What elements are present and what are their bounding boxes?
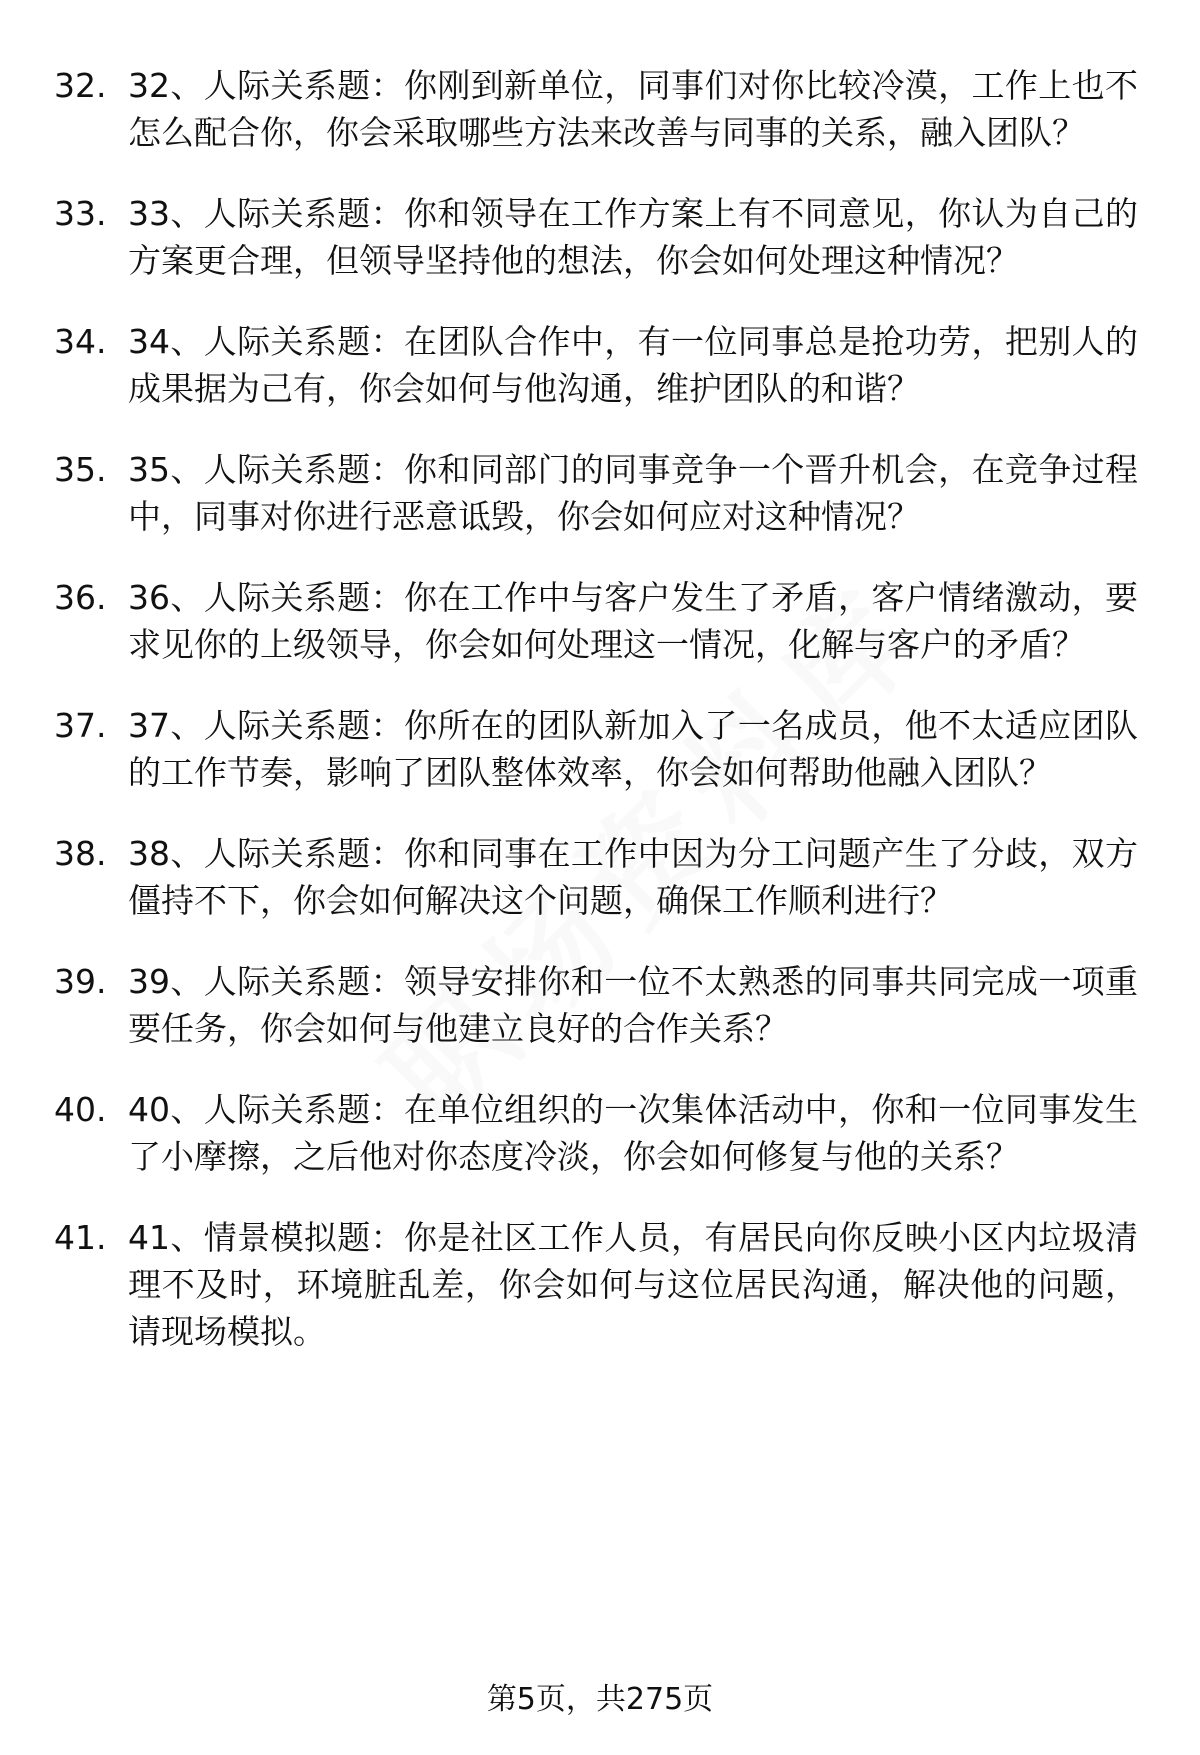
list-item <box>54 190 1154 284</box>
question-number: 34. <box>54 322 107 361</box>
list-item <box>54 830 1154 924</box>
question-number: 41. <box>54 1218 107 1257</box>
question-text: 39、人际关系题：领导安排你和一位不太熟悉的同事共同完成一项重要任务，你会如何与他建立良好的合作关系？ <box>128 962 1138 1048</box>
list-item <box>54 1086 1154 1180</box>
list-item <box>54 446 1154 540</box>
question-number: 38. <box>54 834 107 873</box>
list-item <box>54 318 1154 412</box>
question-text: 37、人际关系题：你所在的团队新加入了一名成员，他不太适应团队的工作节奏，影响了团队整体效率，你会如何帮助他融入团队？ <box>128 706 1138 792</box>
question-number: 33. <box>54 194 107 233</box>
question-text: 38、人际关系题：你和同事在工作中因为分工问题产生了分歧，双方僵持不下，你会如何解决这个问题，确保工作顺利进行？ <box>128 834 1138 920</box>
list-item <box>54 702 1154 796</box>
question-number: 39. <box>54 962 107 1001</box>
list-item <box>54 62 1154 156</box>
question-number: 37. <box>54 706 107 745</box>
question-list <box>54 62 1154 1389</box>
question-text: 36、人际关系题：你在工作中与客户发生了矛盾，客户情绪激动，要求见你的上级领导，你会如何处理这一情况，化解与客户的矛盾？ <box>128 578 1138 664</box>
question-text: 32、人际关系题：你刚到新单位，同事们对你比较冷漠，工作上也不怎么配合你，你会采取哪些方法来改善与同事的关系，融入团队？ <box>128 66 1138 152</box>
question-text: 34、人际关系题：在团队合作中，有一位同事总是抢功劳，把别人的成果据为己有，你会如何与他沟通，维护团队的和谐？ <box>128 322 1138 408</box>
question-text: 33、人际关系题：你和领导在工作方案上有不同意见，你认为自己的方案更合理，但领导坚持他的想法，你会如何处理这种情况？ <box>128 194 1138 280</box>
list-item <box>54 574 1154 668</box>
question-text: 40、人际关系题：在单位组织的一次集体活动中，你和一位同事发生了小摩擦，之后他对你态度冷淡，你会如何修复与他的关系？ <box>128 1090 1138 1176</box>
question-text: 35、人际关系题：你和同部门的同事竞争一个晋升机会，在竞争过程中，同事对你进行恶意诋毁，你会如何应对这种情况？ <box>128 450 1138 536</box>
question-number: 40. <box>54 1090 107 1129</box>
question-number: 32. <box>54 66 107 105</box>
list-item <box>54 958 1154 1052</box>
question-number: 35. <box>54 450 107 489</box>
list-item <box>54 1214 1154 1355</box>
question-number: 36. <box>54 578 107 617</box>
page-footer: 第5页，共275页 <box>486 1682 714 1717</box>
question-text: 41、情景模拟题：你是社区工作人员，有居民向你反映小区内垃圾清理不及时，环境脏乱差，你会如何与这位居民沟通，解决他的问题，请现场模拟。 <box>128 1218 1138 1351</box>
